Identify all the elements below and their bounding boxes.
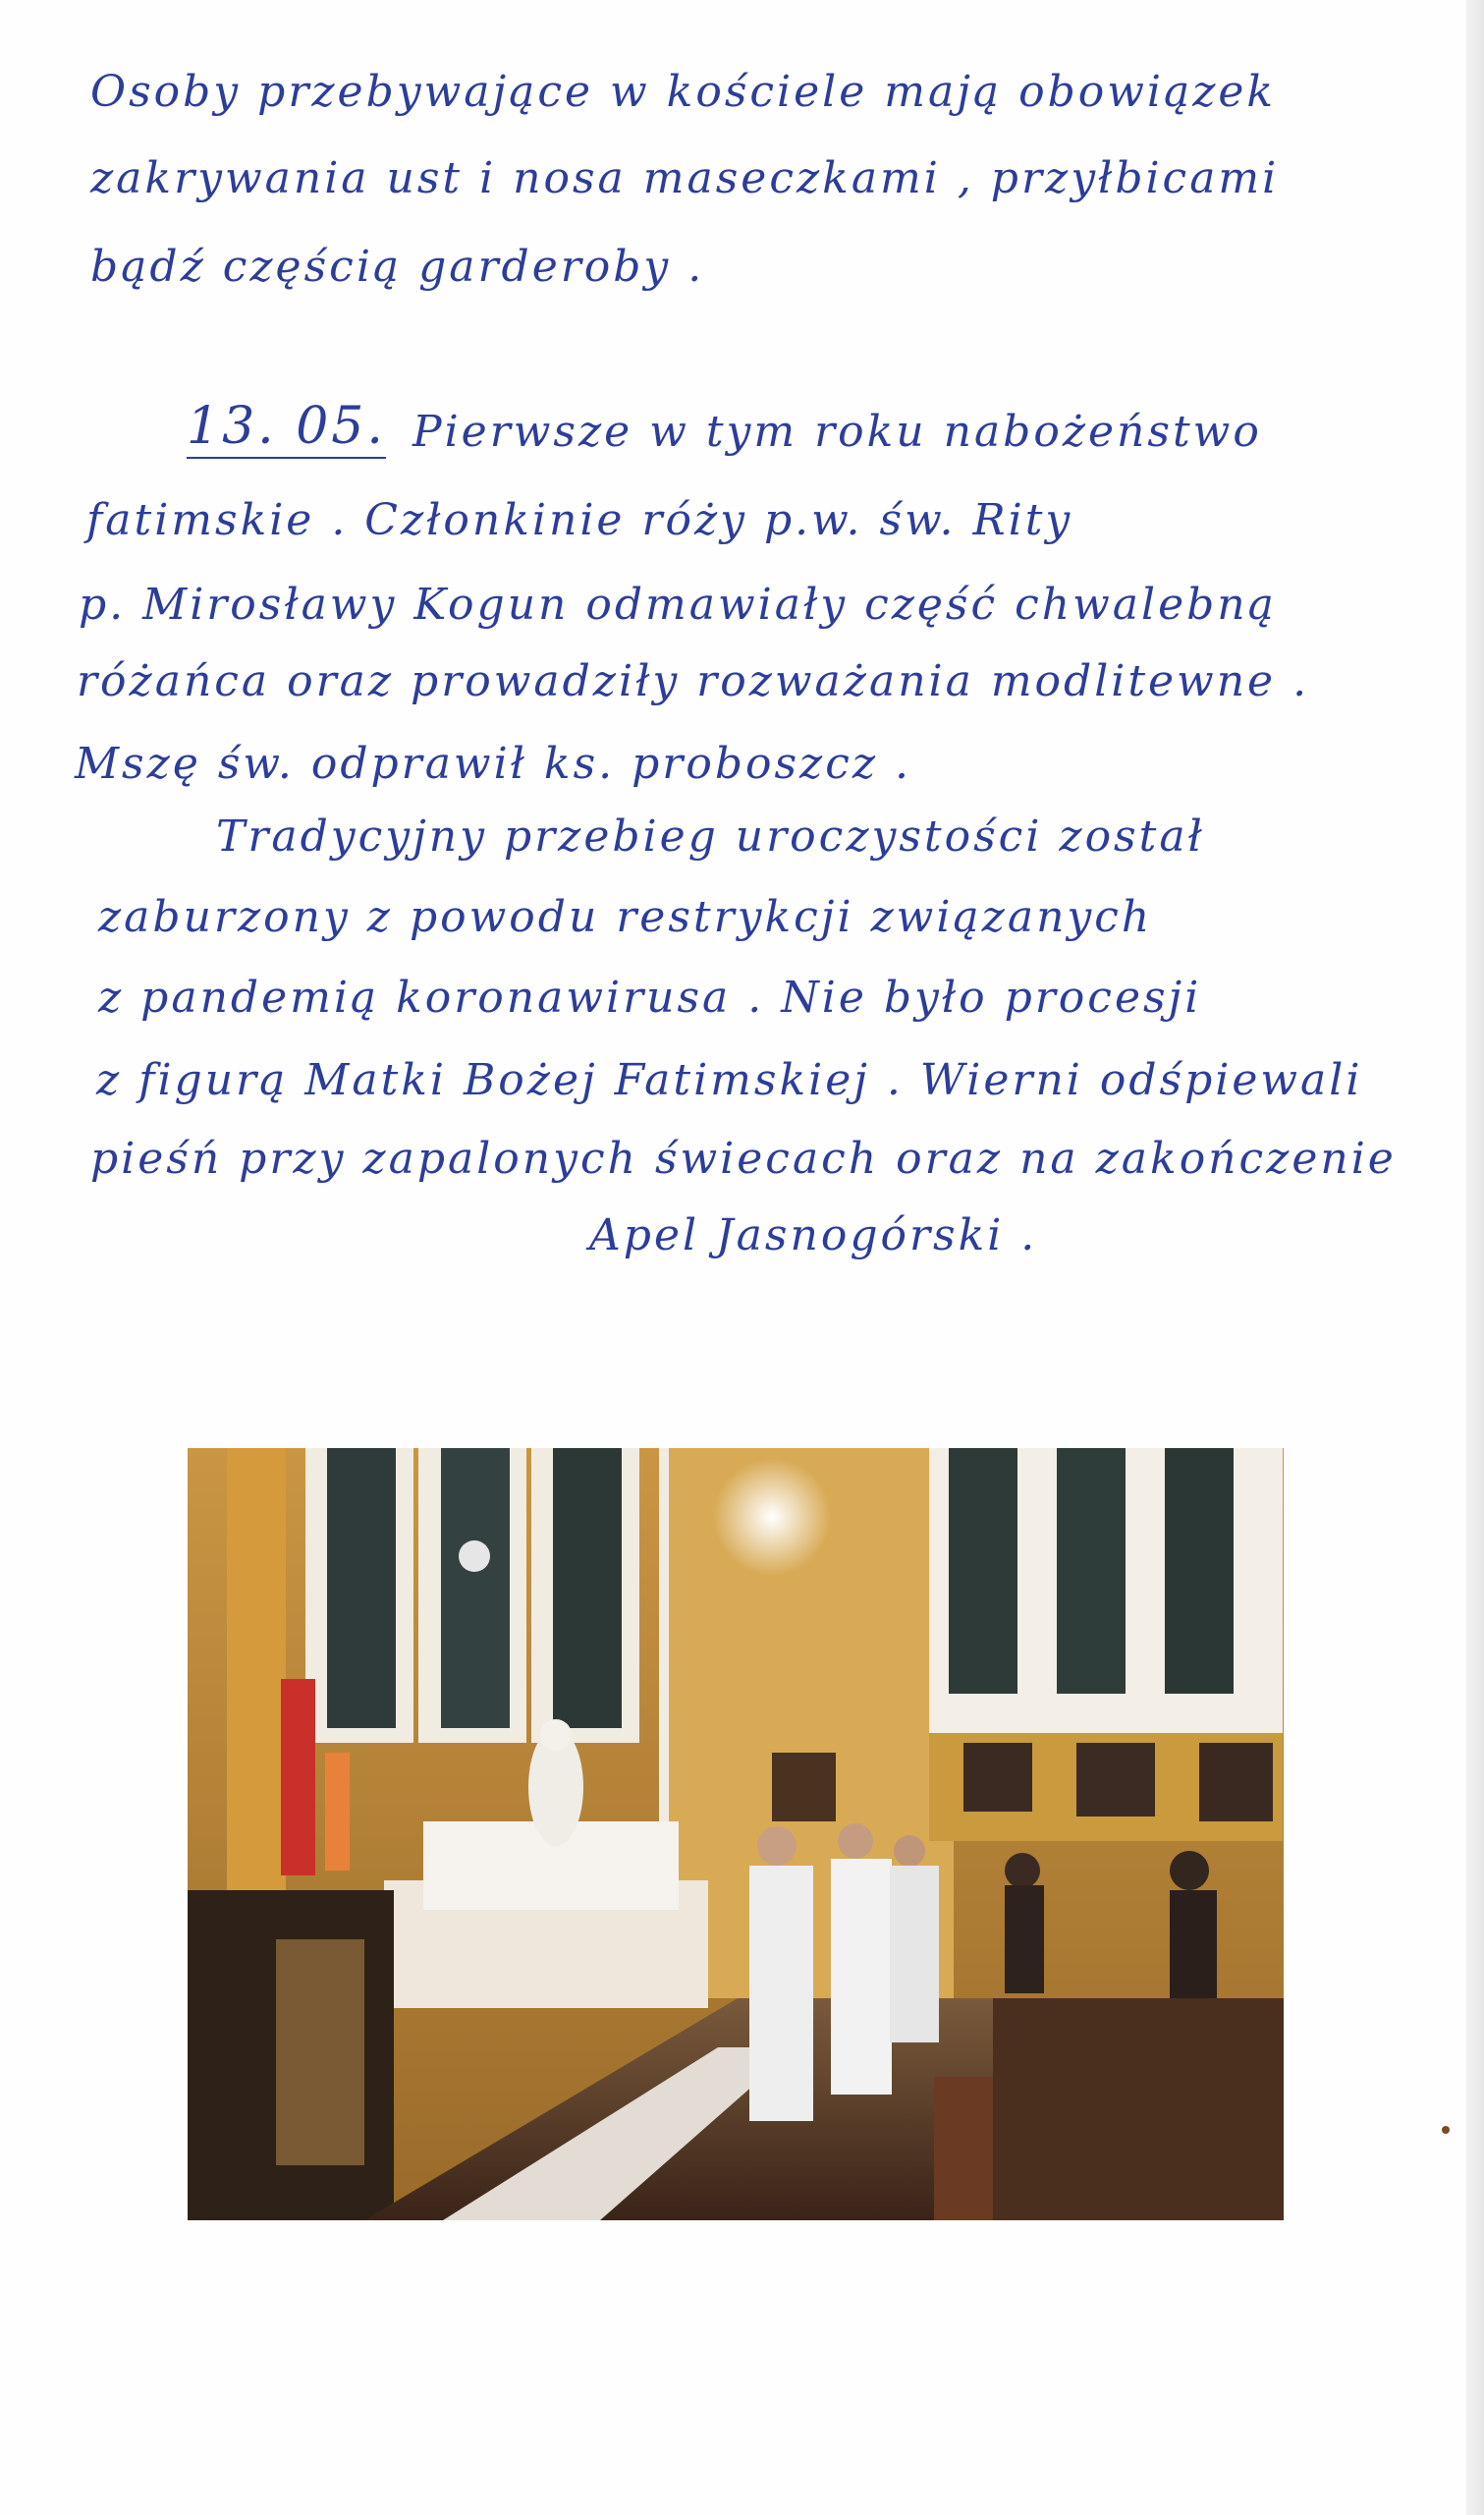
para3-line5: pieśń przy zapalonych świecach oraz na zakończenie (90, 1134, 1397, 1184)
church-photo (188, 1448, 1284, 2220)
entry-line5: Mszę św. odprawił ks. proboszcz . (75, 739, 912, 789)
entry-date: 13. 05. (187, 397, 386, 456)
entry-line3: p. Mirosławy Kogun odmawiały część chwalebną (79, 580, 1277, 630)
para1-line2: zakrywania ust i nosa maseczkami , przyłbicami (90, 153, 1280, 203)
entry-line4: różańca oraz prowadziły rozważania modlitewne . (77, 656, 1310, 706)
para1-line3: bądź częścią garderoby . (90, 242, 705, 292)
page-mark (1442, 2126, 1450, 2134)
entry-line2: fatimskie . Członkinie róży p.w. św. Rity (86, 495, 1073, 545)
para3-line6: Apel Jasnogórski . (589, 1210, 1038, 1260)
para3-line3: z pandemią koronawirusa . Nie było procesji (98, 973, 1202, 1023)
entry-line1: Pierwsze w tym roku nabożeństwo (412, 407, 1262, 457)
para3-line2: zaburzony z powodu restrykcji związanych (98, 892, 1153, 942)
para1-line1: Osoby przebywające w kościele mają obowiązek (90, 67, 1277, 117)
page-edge (1466, 0, 1484, 2515)
para3-line4: z figurą Matki Bożej Fatimskiej . Wierni odśpiewali (96, 1055, 1363, 1105)
right-windows (929, 1448, 1283, 1841)
para3-line1: Tradycyjny przebieg uroczystości został (216, 811, 1205, 862)
